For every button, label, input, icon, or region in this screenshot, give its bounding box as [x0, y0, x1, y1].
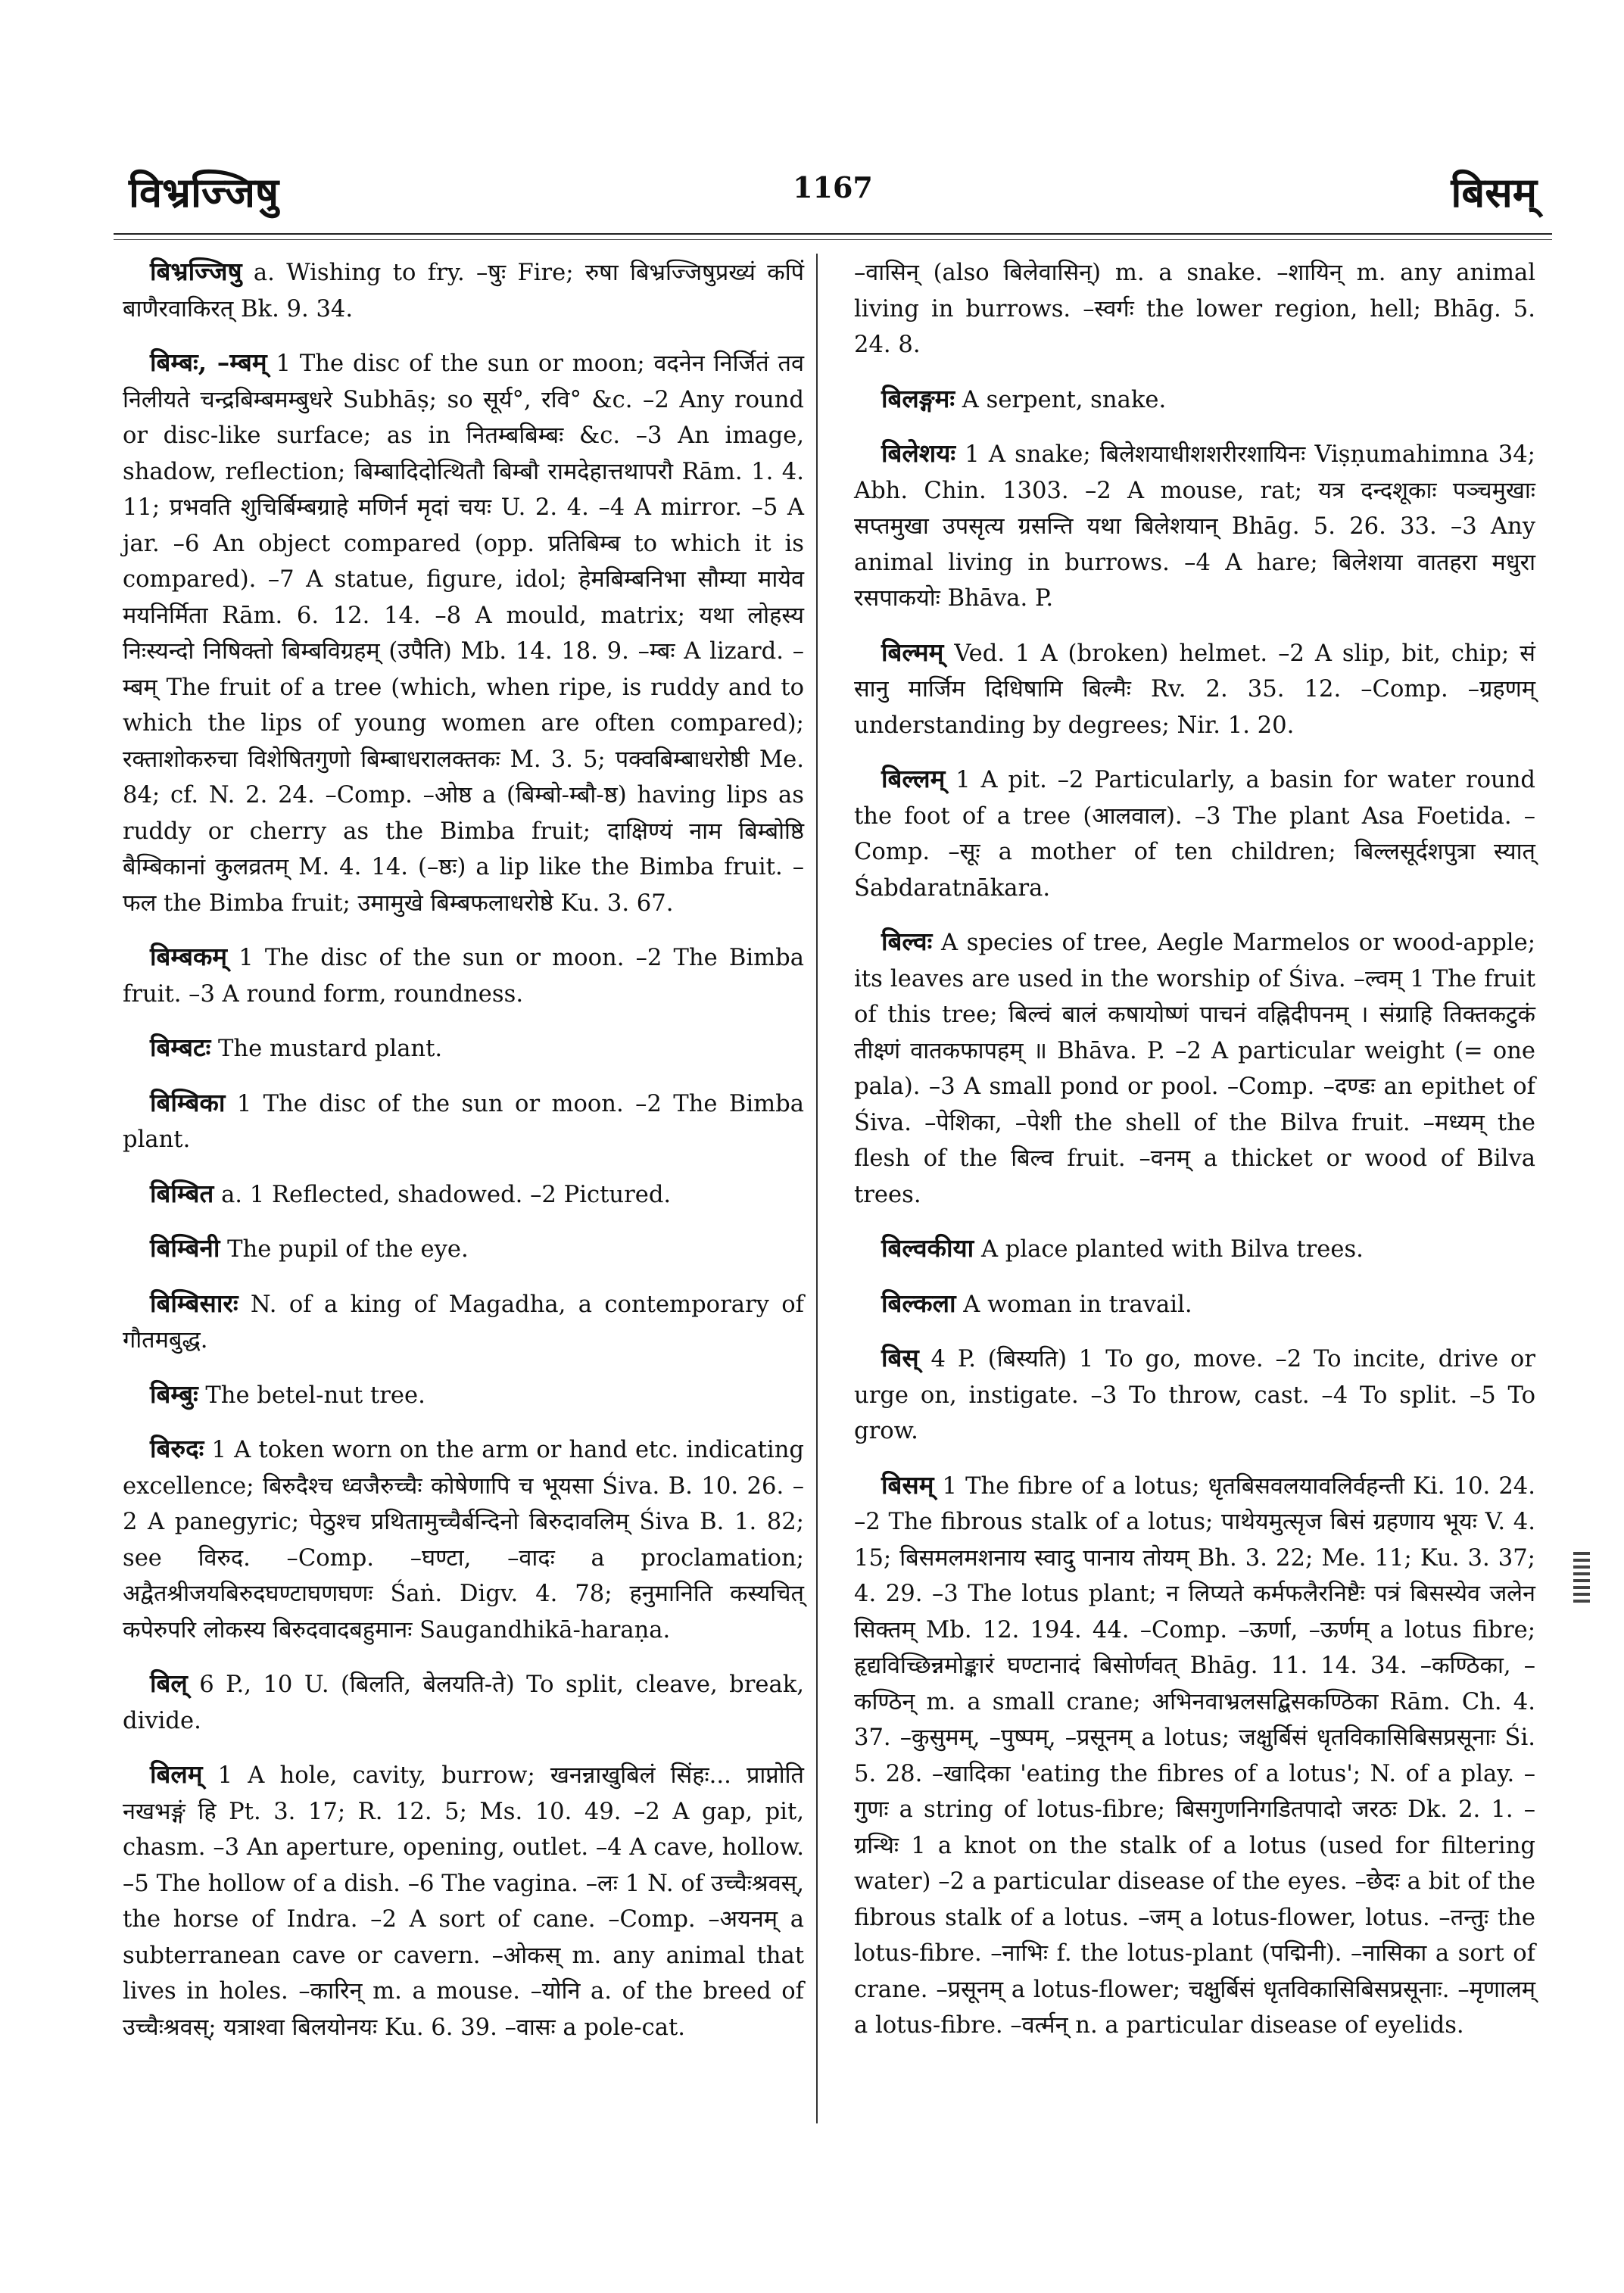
- dictionary-entry: [123, 1030, 804, 1067]
- dictionary-entry: [854, 381, 1535, 419]
- dictionary-entry: [854, 761, 1535, 906]
- dictionary-entry: [123, 1230, 804, 1268]
- entry-body: a. Wishing to fry. –षुः Fire; रुषा बिभ्रज्जिषुप्रख्यं कपिं बाणैरवाकिरत् Bk. 9. 34.: [123, 260, 804, 322]
- entry-body: 1 The disc of the sun or moon; वदनेन निर्जितं तव निलीयते चन्द्रबिम्बमम्बुधरे Subhāṣ; so सूर्य°, रवि° &c. –2 Any round or disc-like surface; as in नितम्बबिम्बः &c. –3 An image, shadow, reflection; बिम्बादिदोत्थितौ बिम्बौ रामदेहात्तथापरौ Rām. 1. 4. 11; प्रभवति शुचिर्बिम्बग्राहे मणिर्न मृदां चयः U. 2. 4. –4 A mirror. –5 A jar. –6 An object compared (opp. प्रतिबिम्ब to which it is compared). –7 A statue, figure, idol; हेमबिम्बनिभा सौम्या मायेव मयनिर्मिता Rām. 6. 12. 14. –8 A mould, matrix; यथा लोहस्य निःस्यन्दो निषिक्तो बिम्बविग्रहम् (उपैति) Mb. 14. 18. 9. –म्बः A lizard. –म्बम् The fruit of a tree (which, when ripe, is ruddy and to which the lips of young women are often compared); रक्ताशोकरुचा विशेषितगुणो बिम्बाधरालक्तकः M. 3. 5; पक्वबिम्बाधरोष्ठी Me. 84; cf. N. 2. 24. –Comp. –ओष्ठ a (बिम्बो-म्बौ-ष्ठ) having lips as ruddy or cherry as the Bimba fruit; दाक्षिण्यं नाम बिम्बोष्ठि बैम्बिकानां कुलव्रतम् M. 4. 14. (–ष्ठः) a lip like the Bimba fruit. –फल the Bimba fruit; उमामुखे बिम्बफलाधरोष्ठे Ku. 3. 67.: [123, 350, 804, 917]
- entry-body: A woman in travail.: [963, 1291, 1192, 1318]
- header-rule-thin: [114, 239, 1552, 240]
- entry-headword: बिम्बः, –म्बम्: [150, 347, 267, 377]
- entry-headword: बिरुदः: [150, 1434, 204, 1463]
- entry-headword: बिल्वः: [881, 927, 933, 956]
- entry-body: The pupil of the eye.: [227, 1236, 469, 1263]
- entry-body: Ved. 1 A (broken) helmet. –2 A slip, bit, chip; सं सानु मार्जिम दिधिषामि बिल्मैः Rv. 2. 35. 12. –Comp. –ग्रहणम् understanding by degrees; Nir. 1. 20.: [854, 640, 1535, 739]
- entry-body: 1 A pit. –2 Particularly, a basin for water round the foot of a tree (आलवाल). –3 The plant Asa Foetida. –Comp. –सूः a mother of ten children; बिल्लसूर्दशपुत्रा स्यात् Śabdaratnākara.: [854, 767, 1535, 902]
- dictionary-entry: [123, 1376, 804, 1414]
- entry-body: 1 The disc of the sun or moon. –2 The Bimba fruit. –3 A round form, roundness.: [123, 945, 804, 1008]
- entry-headword: बिल्: [150, 1668, 188, 1698]
- entry-body: N. of a king of Magadha, a contemporary of गौतमबुद्ध.: [123, 1291, 804, 1354]
- entry-headword: बिलङ्गमः: [881, 383, 955, 413]
- entry-body: 1 A token worn on the arm or hand etc. indicating excellence; बिरुदैश्च ध्वजैरुच्चैः कोषेणापि च भूयसा Śiva. B. 10. 26. –2 A panegyric; पेठुश्च प्रथितामुच्चैर्बन्दिनो बिरुदावलिम् Śiva B. 1. 82; see विरुद. –Comp. –घण्टा, –वादः a proclamation; अद्वैतश्रीजयबिरुदघण्टाघणघणः Śaṅ. Digv. 4. 78; हनुमानिति कस्यचित् कपेरुपरि लोकस्य बिरुदवादबहुमानः Saugandhikā-haraṇa.: [123, 1437, 804, 1643]
- entry-body: 1 A snake; बिलेशयाधीशशरीरशायिनः Viṣṇumahimna 34; Abh. Chin. 1303. –2 A mouse, rat; यत्र दन्दशूकाः पञ्चमुखाः सप्तमुखा उपसृत्य ग्रसन्ति यथा बिलेशयान् Bhāg. 5. 26. 33. –3 Any animal living in burrows. –4 A hare; बिलेशया वातहरा मधुरा रसपाकयोः Bhāva. P.: [854, 441, 1535, 612]
- dictionary-entry: [854, 924, 1535, 1213]
- guide-word-left: विभ्रज्जिषु: [129, 168, 279, 217]
- entry-headword: बिम्बिसारः: [150, 1288, 238, 1318]
- entry-headword: बिभ्रज्जिषु: [150, 257, 242, 286]
- dictionary-entry: [854, 1285, 1535, 1323]
- dictionary-entry: [854, 435, 1535, 617]
- margin-tab-mark: [1573, 1552, 1590, 1605]
- dictionary-entry: [123, 939, 804, 1012]
- column-divider: [816, 254, 818, 2123]
- dictionary-entry: [854, 1467, 1535, 2044]
- entry-body: 1 A hole, cavity, burrow; खनन्नाखुबिलं सिंहः... प्राप्नोति नखभङ्गं हि Pt. 3. 17; R. 12. 5; Ms. 10. 49. –2 A gap, pit, chasm. –3 An aperture, opening, outlet. –4 A cave, hollow. –5 The hollow of a dish. –6 The vagina. –लः 1 N. of उच्चैःश्रवस्, the horse of Indra. –2 A sort of cane. –Comp. –अयनम् a subterranean cave or cavern. –ओकस् m. any animal that lives in holes. –कारिन् m. a mouse. –योनि a. of the breed of उच्चैःश्रवस्; यत्राश्वा बिलयोनयः Ku. 6. 39. –वासः a pole-cat.: [123, 1762, 804, 2041]
- entry-headword: बिल्मम्: [881, 637, 944, 667]
- entry-headword: बिम्बकम्: [150, 942, 228, 971]
- entry-body: The mustard plant.: [218, 1036, 443, 1062]
- entry-headword: बिल्लम्: [881, 764, 946, 793]
- entry-body: 4 P. (बिस्यति) 1 To go, move. –2 To incite, drive or urge on, instigate. –3 To throw, cast. –4 To split. –5 To grow.: [854, 1346, 1535, 1444]
- dictionary-entry: [123, 254, 804, 327]
- entry-body: 1 The disc of the sun or moon. –2 The Bimba plant.: [123, 1090, 804, 1153]
- dictionary-entry: [123, 1756, 804, 2045]
- entry-body: 6 P., 10 U. (बिलति, बेलयति-ते) To split, cleave, break, divide.: [123, 1671, 804, 1734]
- entry-headword: बिम्बित: [150, 1178, 214, 1208]
- guide-word-right: बिसम्: [1451, 168, 1537, 217]
- entry-body: A species of tree, Aegle Marmelos or wood-apple; its leaves are used in the worship of Śiva. –ल्वम् 1 The fruit of this tree; बिल्वं बालं कषायोष्णं पाचनं वह्निदीपनम् । संग्राहि तिक्तकटुकं तीक्ष्णं वातकफापहम् ॥ Bhāva. P. –2 A particular weight (= one pala). –3 A small pond or pool. –Comp. –दण्डः an epithet of Śiva. –पेशिका, –पेशी the shell of the Bilva fruit. –मध्यम् the flesh of the बिल्व fruit. –वनम् a thicket or wood of Bilva trees.: [854, 930, 1535, 1208]
- entry-headword: बिस्: [881, 1343, 919, 1372]
- page-number: 1167: [793, 170, 873, 204]
- entry-headword: बिम्बिका: [150, 1087, 226, 1117]
- dictionary-entry: [123, 1085, 804, 1158]
- entry-body: A serpent, snake.: [962, 386, 1167, 413]
- entry-body: a. 1 Reflected, shadowed. –2 Pictured.: [221, 1181, 672, 1208]
- header-rule: [114, 233, 1552, 235]
- dictionary-entry: [854, 1230, 1535, 1268]
- dictionary-entry: [123, 1285, 804, 1359]
- entry-headword: बिम्बटः: [150, 1033, 211, 1062]
- dictionary-entry-continued: [854, 254, 1535, 363]
- entry-headword: बिल्वकीया: [881, 1233, 974, 1263]
- entry-headword: बिलम्: [150, 1759, 203, 1789]
- dictionary-entry: [123, 1431, 804, 1648]
- dictionary-entry: [123, 344, 804, 921]
- entry-body: –वासिन् (also बिलेवासिन्) m. a snake. –शायिन् m. any animal living in burrows. –स्वर्गः the lower region, hell; Bhāg. 5. 24. 8.: [854, 260, 1535, 358]
- entry-headword: बिम्बिनी: [150, 1233, 220, 1263]
- entry-body: 1 The fibre of a lotus; धृतबिसवलयावलिर्वहन्ती Ki. 10. 24. –2 The fibrous stalk of a lotus; पाथेयमुत्सृज बिसं ग्रहणाय भूयः V. 4. 15; बिसमलमशनाय स्वादु पानाय तोयम् Bh. 3. 22; Me. 11; Ku. 3. 37; 4. 29. –3 The lotus plant; न लिप्यते कर्मफलैरनिष्टैः पत्रं बिसस्येव जलेन सिक्तम् Mb. 12. 194. 44. –Comp. –ऊर्णा, –ऊर्णम् a lotus fibre; हृद्यविच्छिन्नमोङ्कारं घण्टानादं बिसोर्णवत् Bhāg. 11. 14. 34. –कण्ठिका, –कण्ठिन् m. a small crane; अभिनवाभ्रलसद्बिसकण्ठिका Rām. Ch. 4. 37. –कुसुमम्, –पुष्पम्, –प्रसूनम् a lotus; जक्षुर्बिसं धृतविकासिबिसप्रसूनाः Śi. 5. 28. –खादिका 'eating the fibres of a lotus'; N. of a play. –गुणः a string of lotus-fibre; बिसगुणनिगडितपादो जरठः Dk. 2. 1. –ग्रन्थिः 1 a knot on the stalk of a lotus (used for filtering water) –2 a particular disease of the eyes. –छेदः a bit of the fibrous stalk of a lotus. –जम् a lotus-flower, lotus. –तन्तुः the lotus-fibre. –नाभिः f. the lotus-plant (पद्मिनी). –नासिका a sort of crane. –प्रसूनम् a lotus-flower; चक्षुर्बिसं धृतविकासिबिसप्रसूनाः. –मृणालम् a lotus-fibre. –वर्त्मन् n. a particular disease of eyelids.: [854, 1472, 1535, 2039]
- entry-body: A place planted with Bilva trees.: [980, 1236, 1364, 1263]
- running-head: [114, 155, 1552, 223]
- entry-headword: बिल्कला: [881, 1288, 956, 1318]
- dictionary-entry: [123, 1665, 804, 1739]
- dictionary-entry: [854, 1340, 1535, 1450]
- entry-headword: बिसम्: [881, 1469, 934, 1500]
- entry-headword: बिम्बुः: [150, 1379, 198, 1409]
- right-column: [854, 254, 1535, 2061]
- entry-body: The betel-nut tree.: [205, 1382, 425, 1409]
- left-column: [123, 254, 804, 2063]
- entry-headword: बिलेशयः: [881, 438, 956, 468]
- dictionary-entry: [123, 1176, 804, 1213]
- dictionary-entry: [854, 634, 1535, 744]
